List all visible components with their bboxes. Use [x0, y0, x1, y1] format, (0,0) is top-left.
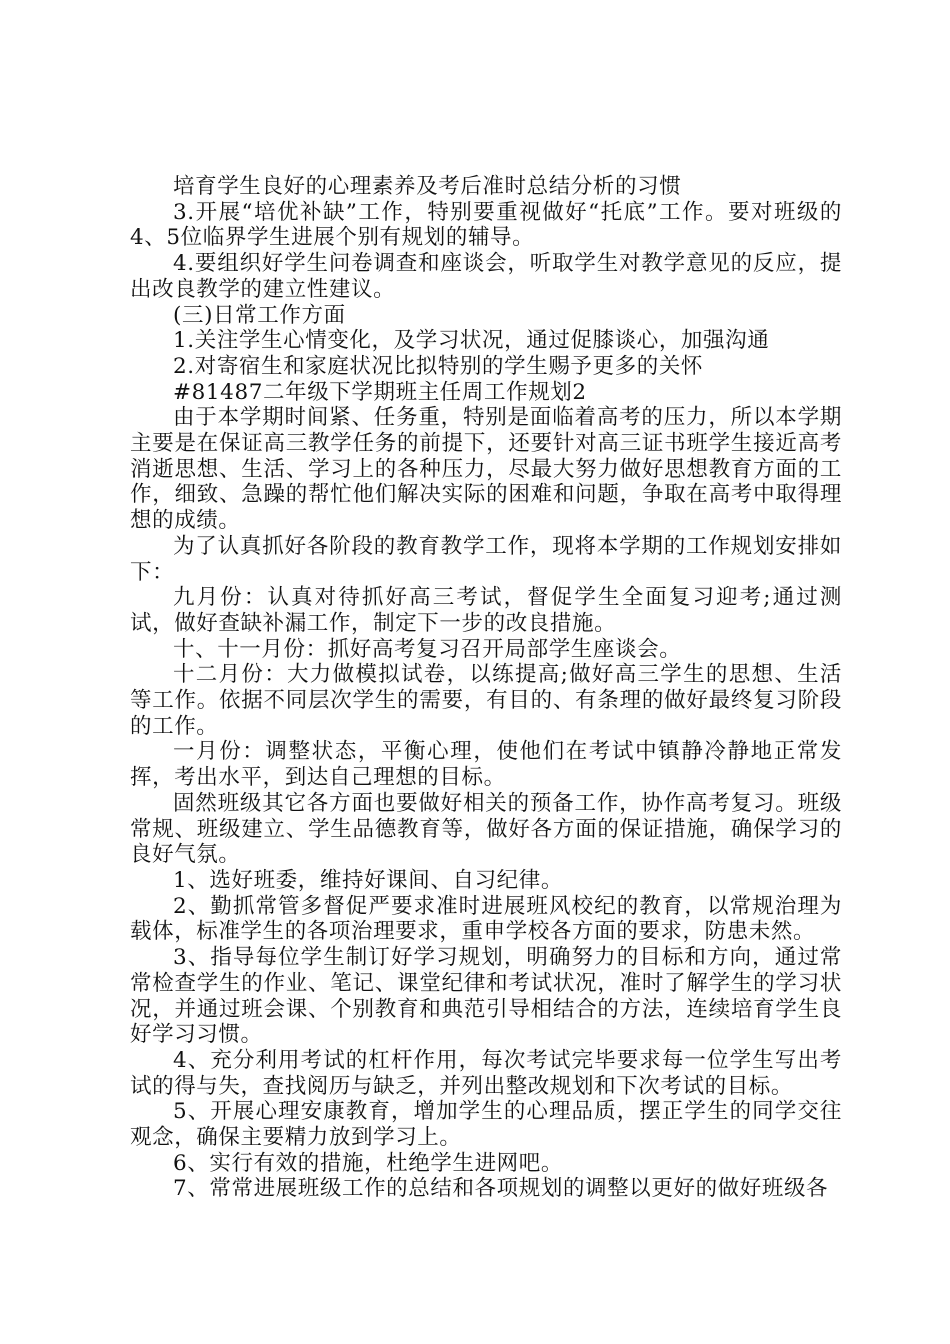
paragraph-item-3-tutoring: 3.开展“培优补缺”工作，特别要重视做好“托底”工作。要对班级的4、5位临界学生进展个别有规划的辅导。	[130, 199, 842, 251]
paragraph-measure-2: 2、勤抓常管多督促严要求准时进展班风校纪的教育，以常规治理为载体，标准学生的各项治理要求，重申学校各方面的要求，防患未然。	[130, 893, 842, 945]
paragraph-measure-4: 4、充分利用考试的杠杆作用，每次考试完毕要求每一位学生写出考试的得与失，查找阅历与缺乏，并列出整改规划和下次考试的目标。	[130, 1047, 842, 1099]
paragraph-january: 一月份：调整状态，平衡心理，使他们在考试中镇静冷静地正常发挥，考出水平，到达自己理想的目标。	[130, 739, 842, 791]
paragraph-measure-5: 5、开展心理安康教育，增加学生的心理品质，摆正学生的同学交往观念，确保主要精力放到学习上。	[130, 1099, 842, 1151]
paragraph-measure-7: 7、常常进展班级工作的总结和各项规划的调整以更好的做好班级各	[173, 1176, 829, 1202]
paragraph-item-4-survey: 4.要组织好学生问卷调查和座谈会，听取学生对教学意见的反应，提出改良教学的建立性建议。	[130, 251, 842, 302]
paragraph-daily-item-1: 1.关注学生心情变化，及学习状况，通过促膝谈心，加强沟通	[173, 328, 770, 354]
paragraph-measure-6: 6、实行有效的措施，杜绝学生进网吧。	[173, 1150, 563, 1176]
paragraph-daily-item-2: 2.对寄宿生和家庭状况比拟特别的学生赐予更多的关怀	[173, 353, 704, 379]
section-heading-daily-work: (三)日常工作方面	[173, 302, 346, 328]
paragraph-intro: 由于本学期时间紧、任务重，特别是面临着高考的压力，所以本学期主要是在保证高三教学任务的前提下，还要针对高三证书班学生接近高考消逝思想、生活、学习上的各种压力，尽最大努力做好思想教育方面的工作，细致、急躁的帮忙他们解决实际的困难和问题，争取在高考中取得理想的成绩。	[130, 405, 842, 534]
paragraph-measure-3: 3、指导每位学生制订好学习规划，明确努力的目标和方向，通过常常检查学生的作业、笔记、课堂纪律和考试状况，准时了解学生的学习状况，并通过班会课、个别教育和典范引导相结合的方法，连续培育学生良好学习习惯。	[130, 945, 842, 1048]
paragraph-habit-summary: 培育学生良好的心理素养及考后准时总结分析的习惯	[173, 174, 682, 199]
paragraph-october-november: 十、十一月份：抓好高考复习召开局部学生座谈会。	[173, 636, 682, 662]
paragraph-december: 十二月份：大力做模拟试卷，以练提高;做好高三学生的思想、生活等工作。依据不同层次学生的需要，有目的、有条理的做好最终复习阶段的工作。	[130, 662, 842, 739]
paragraph-measure-1: 1、选好班委，维持好课间、自习纪律。	[173, 867, 563, 893]
paragraph-september: 九月份：认真对待抓好高三考试，督促学生全面复习迎考;通过测试，做好查缺补漏工作，制定下一步的改良措施。	[130, 585, 842, 636]
paragraph-plan-intro: 为了认真抓好各阶段的教育教学工作，现将本学期的工作规划安排如下：	[130, 533, 842, 585]
document-body	[130, 174, 842, 1202]
paragraph-class-preparation: 固然班级其它各方面也要做好相关的预备工作，协作高考复习。班级常规、班级建立、学生品德教育等，做好各方面的保证措施，确保学习的良好气氛。	[130, 790, 842, 868]
document-subtitle: #81487二年级下学期班主任周工作规划2	[173, 379, 587, 405]
